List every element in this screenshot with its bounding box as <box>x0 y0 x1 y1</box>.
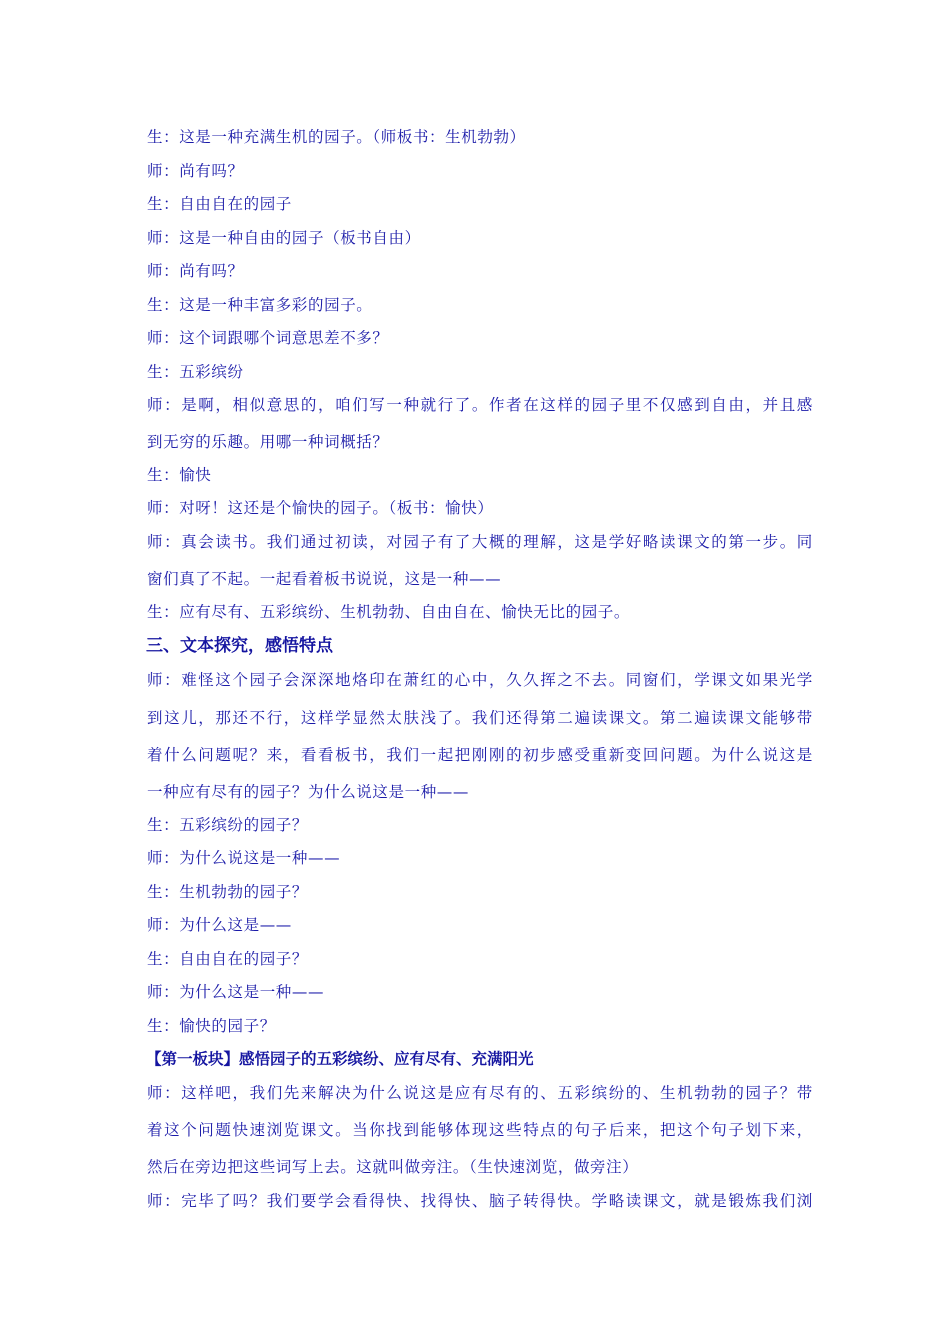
text-line: 生：五彩缤纷 <box>147 363 244 381</box>
text-line: 师：是啊，相似意思的，咱们写一种就行了。作者在这样的园子里不仅感到自由，并且感 <box>147 396 814 414</box>
text-line: 生：五彩缤纷的园子？ <box>147 816 309 834</box>
text-line: 窗们真了不起。一起看着板书说说，这是一种—— <box>147 570 502 588</box>
text-line: 生：这是一种充满生机的园子。（师板书：生机勃勃） <box>147 128 526 146</box>
text-line: 到这儿，那还不行，这样学显然太肤浅了。我们还得第二遍读课文。第二遍读课文能够带 <box>147 709 814 727</box>
text-line: 师：这样吧，我们先来解决为什么说这是应有尽有的、五彩缤纷的、生机勃勃的园子？带 <box>147 1084 814 1102</box>
section-heading: 三、文本探究，感悟特点 <box>146 636 333 656</box>
text-line: 师：对呀！这还是个愉快的园子。（板书：愉快） <box>147 499 494 517</box>
text-line: 生：自由自在的园子 <box>147 195 292 213</box>
text-line: 师：为什么这是—— <box>147 916 292 934</box>
text-line: 师：为什么这是一种—— <box>147 983 325 1001</box>
text-line: 着什么问题呢？来，看看板书，我们一起把刚刚的初步感受重新变回问题。为什么说这是 <box>147 746 814 764</box>
text-line: 然后在旁边把这些词写上去。这就叫做旁注。（生快速浏览，做旁注） <box>147 1158 639 1176</box>
text-line: 生：应有尽有、五彩缤纷、生机勃勃、自由自在、愉快无比的园子。 <box>147 603 631 621</box>
text-line: 师：完毕了吗？我们要学会看得快、找得快、脑子转得快。学略读课文，就是锻炼我们浏 <box>147 1192 814 1210</box>
text-line: 生：愉快的园子？ <box>147 1017 276 1035</box>
text-line: 师：难怪这个园子会深深地烙印在萧红的心中，久久挥之不去。同窗们，学课文如果光学 <box>147 671 814 689</box>
text-line: 生：这是一种丰富多彩的园子。 <box>147 296 373 314</box>
text-line: 生：愉快 <box>147 466 212 484</box>
text-line: 师：尚有吗？ <box>147 262 244 280</box>
text-line: 生：自由自在的园子？ <box>147 950 309 968</box>
text-line: 生：生机勃勃的园子？ <box>147 883 309 901</box>
text-line: 一种应有尽有的园子？为什么说这是一种—— <box>147 783 470 801</box>
text-line: 师：真会读书。我们通过初读，对园子有了大概的理解，这是学好略读课文的第一步。同 <box>147 533 814 551</box>
text-line: 师：这是一种自由的园子（板书自由） <box>147 229 421 247</box>
block-heading: 【第一板块】感悟园子的五彩缤纷、应有尽有、充满阳光 <box>146 1050 534 1068</box>
text-line: 师：尚有吗？ <box>147 162 244 180</box>
text-line: 到无穷的乐趣。用哪一种词概括？ <box>147 433 389 451</box>
text-line: 师：这个词跟哪个词意思差不多？ <box>147 329 389 347</box>
text-line: 着这个问题快速浏览课文。当你找到能够体现这些特点的句子后来，把这个句子划下来， <box>147 1121 814 1139</box>
text-line: 师：为什么说这是一种—— <box>147 849 341 867</box>
